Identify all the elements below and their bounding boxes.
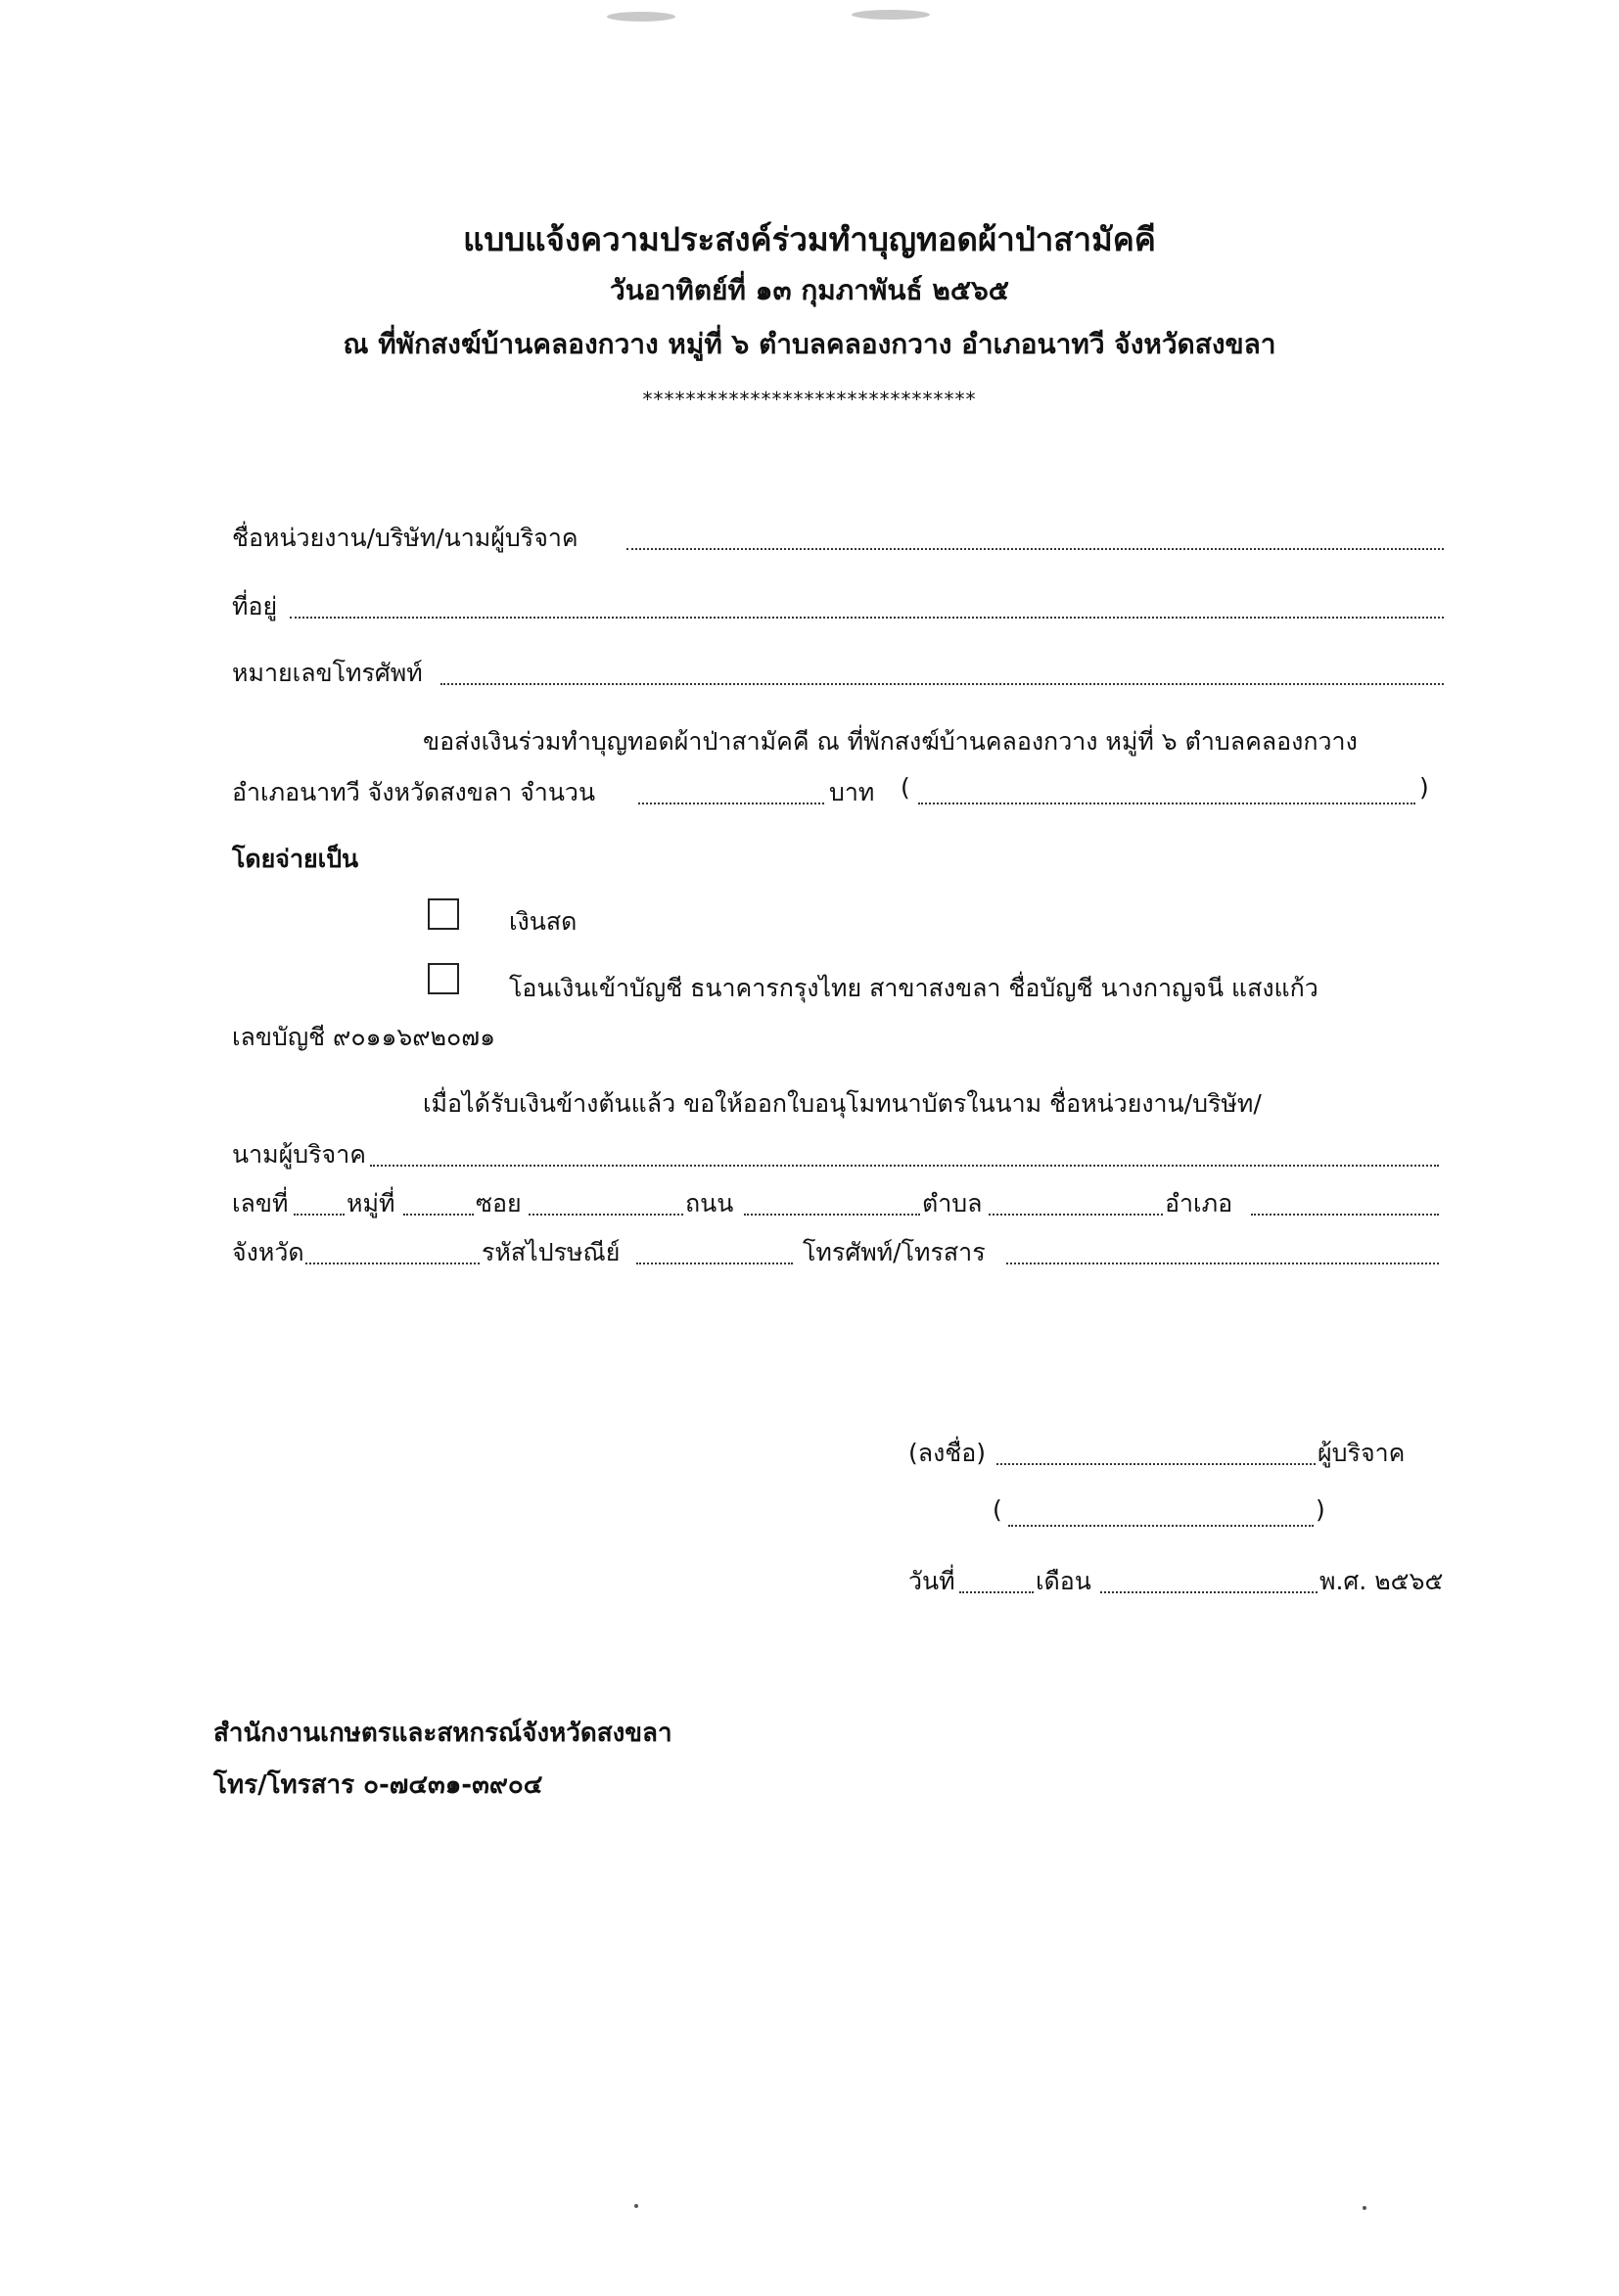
soi-field[interactable]	[529, 1188, 683, 1216]
form-title: แบบแจ้งความประสงค์ร่วมทำบุญทอดผ้าป่าสามัคคี	[463, 220, 1156, 258]
tel-fax-field[interactable]	[1006, 1237, 1439, 1264]
cash-label: เงินสด	[509, 907, 578, 936]
sign-day-field[interactable]	[959, 1566, 1034, 1593]
scan-speck	[1363, 2206, 1366, 2210]
province-field[interactable]	[305, 1237, 480, 1264]
phone-field[interactable]	[440, 658, 1444, 685]
address-field[interactable]	[290, 591, 1444, 619]
scan-speck	[607, 12, 675, 22]
postcode-label: รหัสไปรษณีย์	[482, 1238, 621, 1266]
office-contact: โทร/โทรสาร ๐-๗๔๓๑-๓๙๐๔	[213, 1770, 543, 1800]
receipt-name-label: นามผู้บริจาค	[232, 1140, 366, 1169]
office-name: สำนักงานเกษตรและสหกรณ์จังหวัดสงขลา	[213, 1719, 672, 1748]
moo-field[interactable]	[403, 1188, 474, 1216]
sign-year: พ.ศ. ๒๕๖๕	[1319, 1567, 1444, 1595]
amphoe-label: อำเภอ	[1165, 1189, 1233, 1217]
scan-speck	[634, 2204, 638, 2208]
amount-field[interactable]	[638, 777, 824, 804]
moo-label: หมู่ที่	[347, 1189, 395, 1217]
transfer-label: โอนเงินเข้าบัญชี ธนาคารกรุงไทย สาขาสงขลา ชื่อบัญชี นางกาญจนี แสงแก้ว	[509, 974, 1318, 1002]
event-place: ณ ที่พักสงฆ์บ้านคลองกวาง หมู่ที่ ๖ ตำบลคลองกวาง อำเภอนาทวี จังหวัดสงขลา	[343, 328, 1276, 360]
tambon-label: ตำบล	[922, 1189, 983, 1217]
tel-fax-label: โทรศัพท์/โทรสาร	[803, 1238, 986, 1266]
donor-name-field[interactable]	[626, 523, 1444, 550]
printed-name-open-paren: (	[993, 1495, 1002, 1524]
donation-statement-line2: อำเภอนาทวี จังหวัดสงขลา จำนวน	[232, 778, 596, 806]
receipt-instruction: เมื่อได้รับเงินข้างต้นแล้ว ขอให้ออกใบอนุโมทนาบัตรในนาม ชื่อหน่วยงาน/บริษัท/	[423, 1089, 1262, 1118]
address-label: ที่อยู่	[232, 592, 278, 620]
donation-statement-line1: ขอส่งเงินร่วมทำบุญทอดผ้าป่าสามัคคี ณ ที่พักสงฆ์บ้านคลองกวาง หมู่ที่ ๖ ตำบลคลองกวาง	[423, 727, 1358, 756]
sign-label: (ลงชื่อ)	[908, 1439, 987, 1467]
province-label: จังหวัด	[232, 1238, 304, 1266]
separator-stars: *******************************	[642, 388, 977, 411]
receipt-name-field[interactable]	[370, 1139, 1439, 1167]
payment-heading: โดยจ่ายเป็น	[232, 845, 359, 873]
donor-name-row	[232, 519, 578, 558]
tambon-field[interactable]	[989, 1188, 1163, 1216]
road-label: ถนน	[685, 1189, 734, 1217]
transfer-checkbox[interactable]	[428, 963, 459, 994]
cash-checkbox[interactable]	[428, 898, 459, 930]
account-number: เลขบัญชี ๙๐๑๑๖๙๒๐๗๑	[232, 1023, 495, 1051]
soi-label: ซอย	[476, 1189, 522, 1217]
phone-label: หมายเลขโทรศัพท์	[232, 659, 423, 687]
printed-name-field[interactable]	[1008, 1499, 1314, 1527]
house-no-field[interactable]	[294, 1188, 345, 1216]
amphoe-field[interactable]	[1251, 1188, 1439, 1216]
event-date: วันอาทิตย์ที่ ๑๓ กุมภาพันธ์ ๒๕๖๕	[610, 274, 1009, 306]
amount-words-open-paren: (	[901, 773, 910, 802]
scan-speck	[852, 10, 930, 20]
road-field[interactable]	[744, 1188, 920, 1216]
donor-label: ผู้บริจาค	[1318, 1439, 1406, 1467]
baht-label: บาท	[829, 778, 875, 806]
donor-name-label: ชื่อหน่วยงาน/บริษัท/นามผู้บริจาค	[232, 524, 578, 552]
postcode-field[interactable]	[636, 1237, 793, 1264]
amount-words-close-paren: )	[1419, 773, 1429, 802]
sign-month-field[interactable]	[1100, 1566, 1318, 1593]
sign-month-label: เดือน	[1036, 1567, 1091, 1595]
printed-name-close-paren: )	[1316, 1495, 1325, 1524]
sign-date-label: วันที่	[908, 1567, 955, 1595]
house-no-label: เลขที่	[232, 1189, 289, 1217]
signature-field[interactable]	[996, 1438, 1316, 1465]
amount-words-field[interactable]	[918, 777, 1415, 804]
